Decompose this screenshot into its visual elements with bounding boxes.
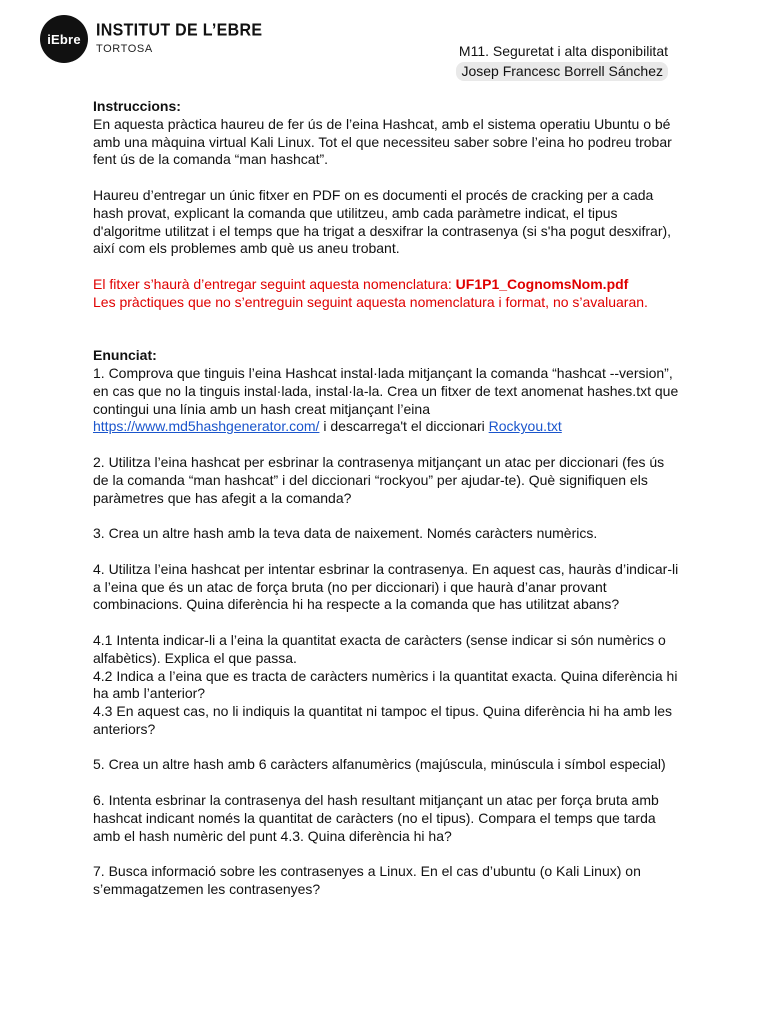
logo-title: INSTITUT DE L’EBRE — [96, 20, 263, 40]
task-7: 7. Busca informació sobre les contrasenyes a Linux. En el cas d’ubuntu (o Kali Linux) on s’emmagatzemen les contrasenyes? — [93, 863, 641, 898]
task-4-3: 4.3 En aquest cas, no li indiquis la quantitat ni tampoc el tipus. Quina diferència hi ha amb les anteriors? — [93, 703, 673, 737]
task-1 — [93, 365, 683, 436]
logo-wordmark — [96, 20, 263, 55]
task-1-text: 1. Comprova que tinguis l’eina Hashcat instal·lada mitjançant la comanda “hashcat --version”, en cas que no la tinguis instal·lada, instal·la-la. Crea un fitxer de text anomenat hashes.txt que contingui una línia amb un hash creat mitjançant l’eina — [93, 364, 679, 417]
task-6: 6. Intenta esbrinar la contrasenya del hash resultant mitjançant un atac per força bruta amb hashcat indicant només la quantitat de caràcters (no el tipus). Compara el temps que tarda amb el hash numèric del punt 4.3. Quina diferència hi ha? — [93, 792, 659, 844]
statement-heading: Enunciat: — [93, 347, 157, 364]
document-body — [93, 98, 683, 899]
instructions-paragraph-2: Haureu d’entregar un únic fitxer en PDF on es documenti el procés de cracking per a cada hash provat, explicant la comanda que utilitzeu, amb cada paràmetre indicat, el tipus d'algoritme utilitzat i el temps que ha trigat a desxifrar la contrasenya (si s'ha pogut desxifrar), així com els problemes amb què us aneu trobant. — [93, 186, 672, 257]
document-header — [456, 42, 668, 81]
task-5: 5. Crea un altre hash amb 6 caràcters alfanumèrics (majúscula, minúscula i símbol especial) — [93, 756, 666, 773]
rockyou-link[interactable]: Rockyou.txt — [488, 418, 562, 435]
instructions-paragraph-1: En aquesta pràctica haureu de fer ús de l’eina Hashcat, amb el sistema operatiu Ubuntu o bé amb una màquina virtual Kali Linux. Tot el que necessiteu saber sobre l’eina ho podreu trobar fent ús de la comanda “man hashcat”. — [93, 115, 672, 168]
filename-notice-text: El fitxer s’haurà d’entregar seguint aquesta nomenclatura: — [93, 275, 456, 292]
module-title: M11. Seguretat i alta disponibilitat — [458, 43, 668, 59]
task-4-1: 4.1 Intenta indicar-li a l’eina la quantitat exacta de caràcters (sense indicar si són numèrics o alfabètics). Explica el que passa. — [93, 631, 666, 666]
task-1-mid-text: i descarrega't el diccionari — [319, 418, 489, 435]
evaluation-warning: Les pràctiques que no s’entreguin seguint aquesta nomenclatura i format, no s’avaluaran. — [93, 293, 648, 310]
logo-subtitle: TORTOSA — [96, 43, 153, 55]
institute-logo — [40, 14, 262, 64]
task-4-2: 4.2 Indica a l’eina que es tracta de caràcters numèrics i la quantitat exacta. Quina diferència hi ha amb l’anterior? — [93, 667, 678, 702]
author-name: Josep Francesc Borrell Sánchez — [456, 62, 668, 81]
task-2: 2. Utilitza l’eina hashcat per esbrinar la contrasenya mitjançant un atac per diccionari (fes ús de la comanda “man hashcat” i del diccionari “rockyou” per ajudar-te). Què signifiquen els paràmetres que has afegit a la comanda? — [93, 453, 665, 506]
filename-notice — [93, 276, 683, 294]
task-3: 3. Crea un altre hash amb la teva data de naixement. Només caràcters numèrics. — [93, 525, 598, 542]
task-4: 4. Utilitza l’eina hashcat per intentar esbrinar la contrasenya. En aquest cas, hauràs d’indicar-li a l’eina que és un atac de força bruta (no per diccionari) i que haurà d’anar provant combinacions. Quina diferència hi ha respecte a la comanda que has utilitzat abans? — [93, 560, 679, 613]
filename-pattern: UF1P1_CognomsNom.pdf — [455, 275, 629, 292]
md5-generator-link[interactable]: https://www.md5hashgenerator.com/ — [93, 418, 320, 435]
logo-badge: iEbre — [40, 15, 88, 63]
instructions-heading: Instruccions: — [93, 98, 181, 114]
